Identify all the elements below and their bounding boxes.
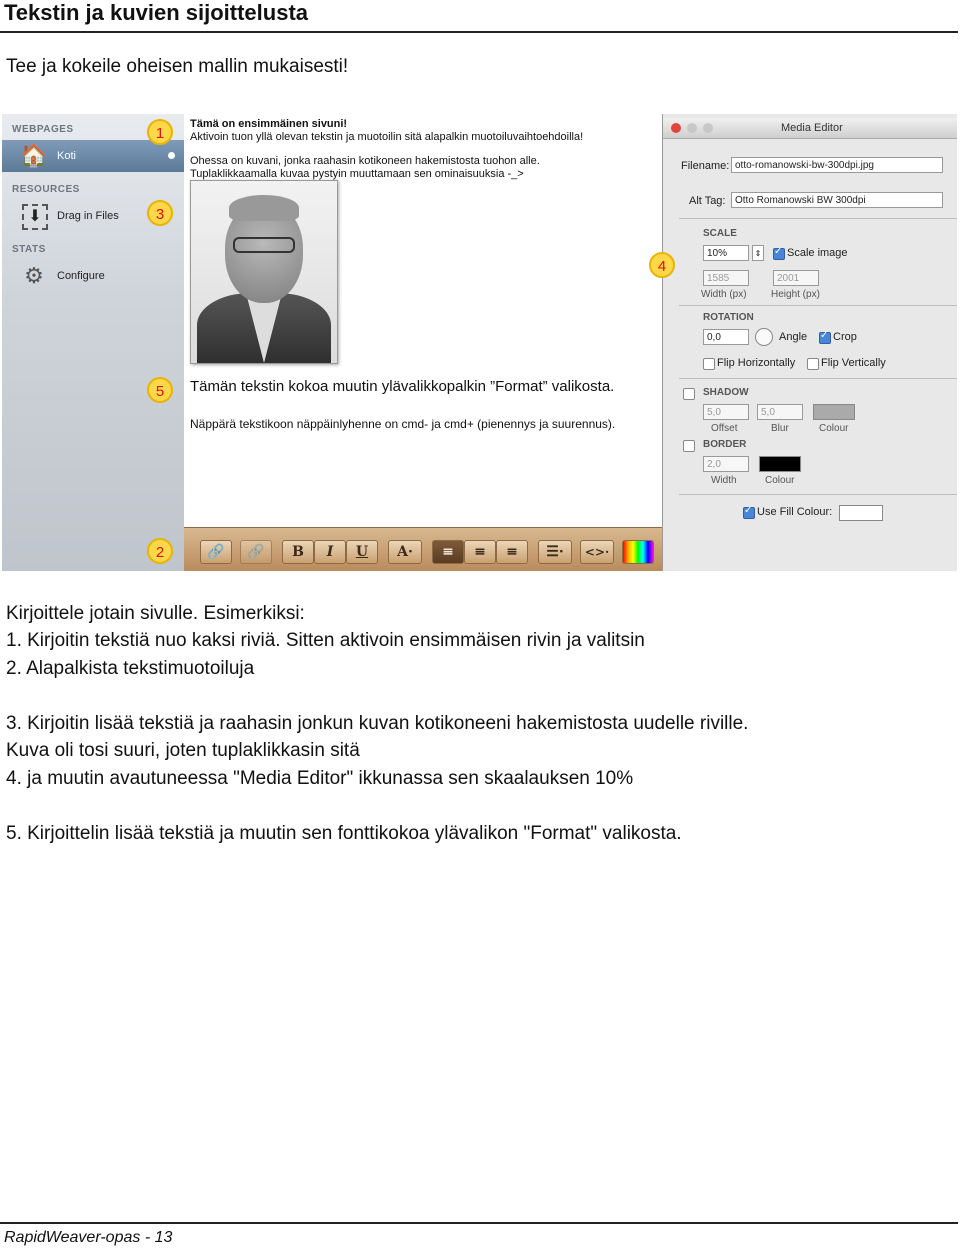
editor-line: Tuplaklikkaamalla kuvaa pystyin muuttamaan sen ominaisuuksia -_> <box>190 168 524 180</box>
scale-field[interactable]: 10% <box>703 245 749 261</box>
flip-horizontally-label: Flip Horizontally <box>717 357 796 369</box>
media-editor-titlebar <box>663 118 957 139</box>
blur-label: Blur <box>771 423 789 434</box>
flip-horizontally-checkbox[interactable] <box>703 358 715 370</box>
sidebar-item-koti[interactable] <box>2 140 184 172</box>
sidebar-item-configure[interactable] <box>2 260 184 292</box>
divider <box>679 218 957 219</box>
body-paragraph: 4. ja muutin avautuneessa "Media Editor" ikkunassa sen skaalauksen 10% <box>6 768 634 789</box>
border-heading: BORDER <box>703 439 747 450</box>
offset-label: Offset <box>711 423 738 434</box>
editor-line: Aktivoin tuon yllä olevan tekstin ja muotoilin sitä alapalkin muotoiluvaihtoehdoilla! <box>190 131 584 143</box>
fill-colour-swatch[interactable] <box>839 505 883 521</box>
align-right-icon: ≡ <box>506 544 518 560</box>
media-editor-title: Media Editor <box>781 122 843 134</box>
crop-label: Crop <box>833 331 857 343</box>
colour-label: Colour <box>819 423 849 434</box>
italic-button[interactable]: I <box>314 540 346 564</box>
scale-image-checkbox[interactable] <box>773 248 785 260</box>
stats-heading: STATS <box>12 244 46 255</box>
height-field[interactable]: 2001 <box>773 270 819 286</box>
editor-line: Ohessa on kuvani, jonka raahasin kotikoneen hakemistosta tuohon alle. <box>190 155 540 167</box>
flip-vertically-checkbox[interactable] <box>807 358 819 370</box>
align-center-button[interactable] <box>464 540 496 564</box>
body-paragraph: Kuva oli tosi suuri, joten tuplaklikkasin sitä <box>6 740 360 761</box>
width-label: Width (px) <box>701 289 747 300</box>
resources-heading: RESOURCES <box>12 184 80 195</box>
sidebar-item-label: Configure <box>57 270 105 282</box>
page-editor[interactable] <box>184 114 662 527</box>
intro-text: Tee ja kokeile oheisen mallin mukaisesti! <box>6 56 349 77</box>
shadow-heading: SHADOW <box>703 387 749 398</box>
divider <box>679 494 957 495</box>
align-right-button[interactable] <box>496 540 528 564</box>
scale-image-label: Scale image <box>787 247 848 259</box>
use-fill-colour-checkbox[interactable] <box>743 507 755 519</box>
code-button[interactable]: <>· <box>580 540 614 564</box>
border-colour-label: Colour <box>765 475 795 486</box>
text-size-button[interactable]: A· <box>388 540 422 564</box>
rotation-field[interactable]: 0,0 <box>703 329 749 345</box>
footer-page-label: RapidWeaver-opas - 13 <box>4 1229 173 1246</box>
body-paragraph: Kirjoittele jotain sivulle. Esimerkiksi: <box>6 603 305 624</box>
body-paragraph: 3. Kirjoitin lisää tekstiä ja raahasin jonkun kuvan kotikoneeni hakemistosta uudelle riville. <box>6 713 749 734</box>
width-field[interactable]: 1585 <box>703 270 749 286</box>
photo-glasses <box>233 237 295 253</box>
footer-rule <box>0 1222 958 1224</box>
scale-stepper[interactable]: ⇕ <box>752 245 764 261</box>
minimize-icon[interactable] <box>687 123 697 133</box>
angle-label: Angle <box>779 331 808 343</box>
webpages-heading: WEBPAGES <box>12 124 74 135</box>
title-rule <box>0 31 958 33</box>
sidebar-item-label: Koti <box>57 150 76 162</box>
border-colour-swatch[interactable] <box>759 456 801 472</box>
body-paragraph: 5. Kirjoittelin lisää tekstiä ja muutin sen fonttikokoa ylävalikon "Format" valikosta. <box>6 823 682 844</box>
underline-button[interactable]: U <box>346 540 378 564</box>
editor-line-heading: Tämä on ensimmäinen sivuni! <box>190 118 348 130</box>
sidebar <box>2 114 185 571</box>
link-icon: 🔗 <box>207 544 225 560</box>
media-editor-window <box>662 114 957 571</box>
bold-button[interactable]: B <box>282 540 314 564</box>
shadow-blur-field[interactable]: 5,0 <box>757 404 803 420</box>
filename-label: Filename: <box>681 160 730 172</box>
format-toolbar <box>184 527 662 571</box>
page-title: Tekstin ja kuvien sijoittelusta <box>4 0 309 25</box>
status-dot <box>168 152 175 159</box>
marker-4: 4 <box>649 252 675 278</box>
unlink-icon: 🔗 <box>247 544 265 560</box>
app-screenshot <box>2 114 957 571</box>
download-arrow-icon: ⬇ <box>22 204 48 230</box>
divider <box>679 378 957 379</box>
close-icon[interactable] <box>671 123 681 133</box>
marker-1: 1 <box>147 119 173 145</box>
link-button[interactable] <box>200 540 232 564</box>
editor-line: Näppärä tekstikoon näppäinlyhenne on cmd- ja cmd+ (pienennys ja suurennus). <box>190 417 616 431</box>
flip-vertically-label: Flip Vertically <box>821 357 886 369</box>
align-left-button[interactable] <box>432 540 464 564</box>
height-label: Height (px) <box>771 289 820 300</box>
angle-dial-icon[interactable] <box>755 328 773 346</box>
shadow-checkbox[interactable] <box>683 388 695 400</box>
body-paragraph: 2. Alapalkista tekstimuotoiluja <box>6 658 255 679</box>
marker-3: 3 <box>147 200 173 226</box>
divider <box>679 305 957 306</box>
house-icon: 🏠 <box>20 143 48 168</box>
align-left-icon: ≡ <box>442 544 454 560</box>
portrait-photo[interactable] <box>190 180 338 364</box>
rotation-heading: ROTATION <box>703 312 754 323</box>
alt-tag-label: Alt Tag: <box>689 195 726 207</box>
editor-line-large: Tämän tekstin kokoa muutin ylävalikkopalkin ”Format” valikosta. <box>190 378 615 395</box>
zoom-icon[interactable] <box>703 123 713 133</box>
crop-checkbox[interactable] <box>819 332 831 344</box>
border-width-field[interactable]: 2,0 <box>703 456 749 472</box>
border-checkbox[interactable] <box>683 440 695 452</box>
photo-hair <box>229 195 299 221</box>
shadow-colour-swatch[interactable] <box>813 404 855 420</box>
border-width-label: Width <box>711 475 737 486</box>
marker-2: 2 <box>147 538 173 564</box>
scale-heading: SCALE <box>703 228 737 239</box>
body-paragraph: 1. Kirjoitin tekstiä nuo kaksi riviä. Sitten aktivoin ensimmäisen rivin ja valitsin <box>6 630 645 651</box>
list-button[interactable]: ☰· <box>538 540 572 564</box>
alt-tag-field[interactable]: Otto Romanowski BW 300dpi <box>731 192 943 208</box>
use-fill-colour-label: Use Fill Colour: <box>757 506 833 518</box>
gear-icon: ⚙ <box>24 263 44 288</box>
filename-field[interactable]: otto-romanowski-bw-300dpi.jpg <box>731 157 943 173</box>
colour-button[interactable] <box>622 540 654 564</box>
shadow-offset-field[interactable]: 5,0 <box>703 404 749 420</box>
unlink-button[interactable] <box>240 540 272 564</box>
align-center-icon: ≡ <box>474 544 486 560</box>
sidebar-item-label: Drag in Files <box>57 210 119 222</box>
marker-5: 5 <box>147 377 173 403</box>
